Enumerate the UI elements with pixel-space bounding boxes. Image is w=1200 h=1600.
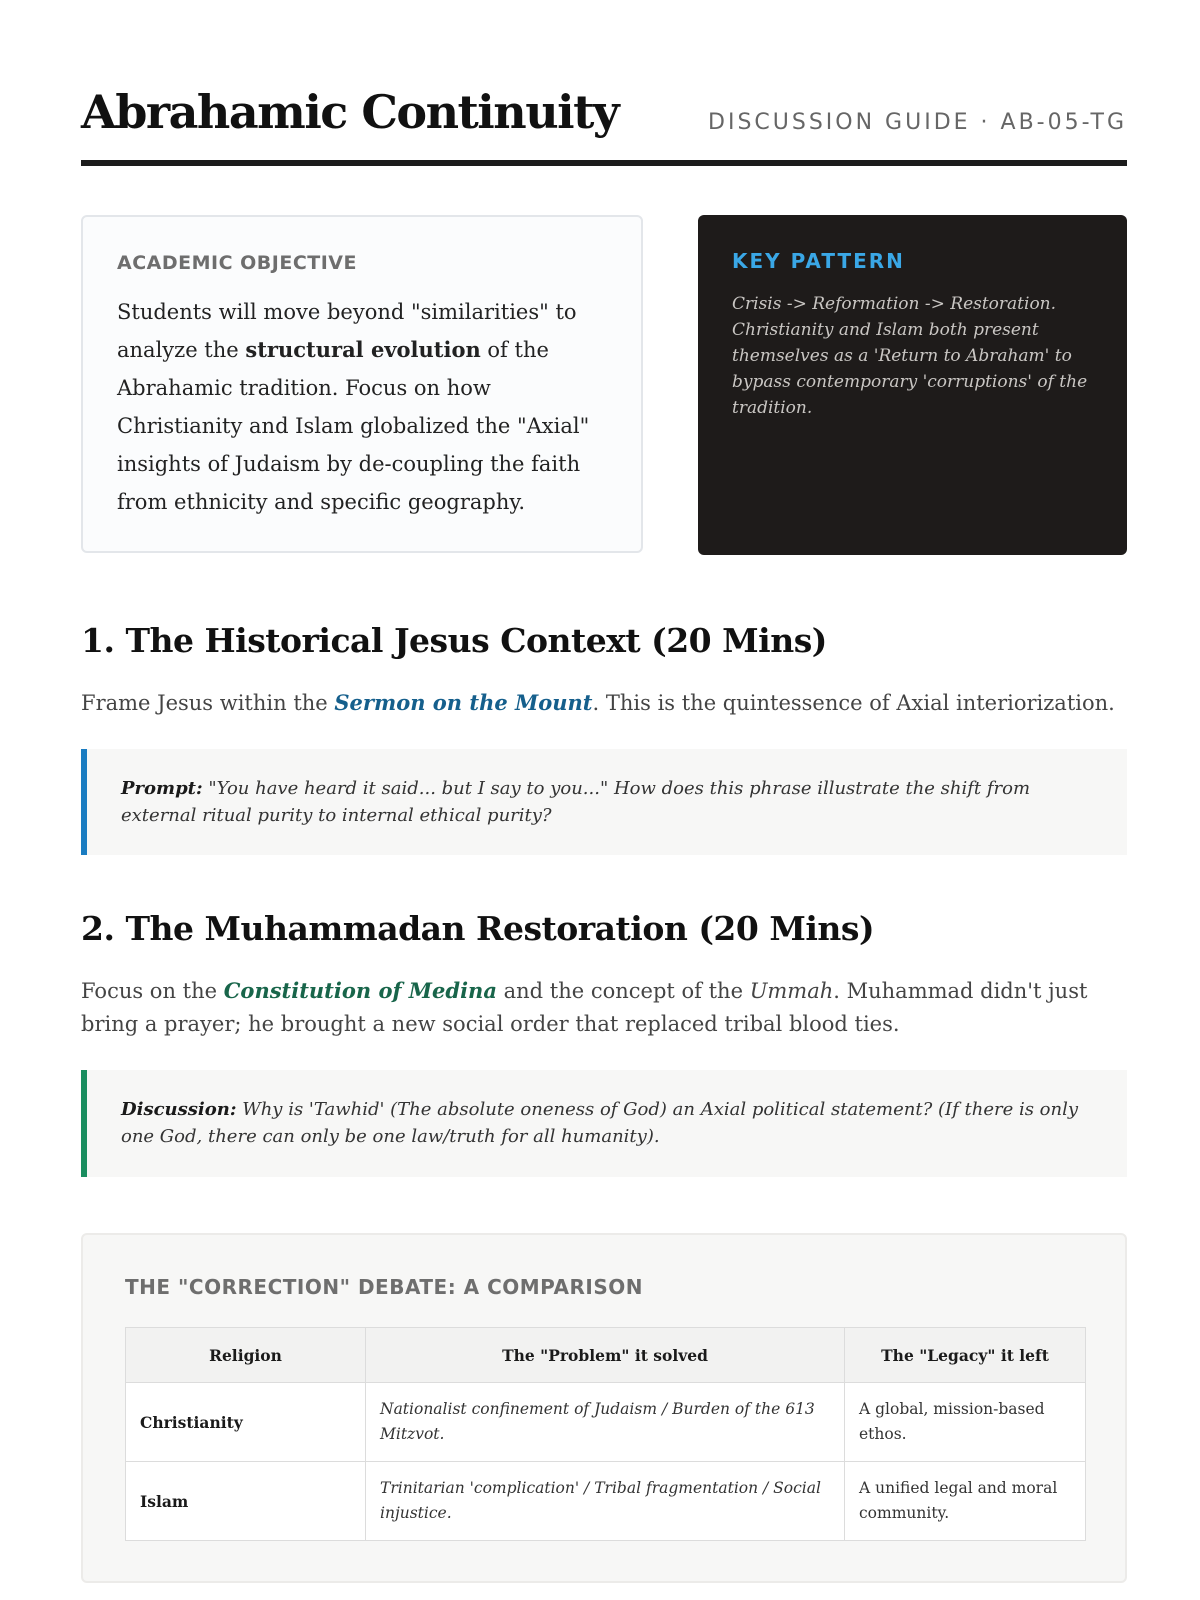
- document-code: DISCUSSION GUIDE · AB-05-TG: [708, 110, 1127, 135]
- page-title: Abrahamic Continuity: [81, 85, 619, 139]
- religion-cell: Christianity: [126, 1383, 366, 1462]
- objective-text: [117, 293, 607, 521]
- comparison-panel: [81, 1233, 1127, 1583]
- para-text: and the concept of the: [496, 979, 750, 1003]
- table-header-row: [126, 1328, 1086, 1383]
- section-1-heading: 1. The Historical Jesus Context (20 Mins): [81, 621, 827, 660]
- column-header: The "Problem" it solved: [366, 1328, 845, 1383]
- para-text: Frame Jesus within the: [81, 691, 335, 715]
- legacy-cell: A global, mission-based ethos.: [845, 1383, 1086, 1462]
- para-text: . Muhammad didn't just bring a prayer; he brought a new social order that replaced tribal blood ties.: [81, 979, 1088, 1036]
- discussion-callout: [81, 1070, 1127, 1177]
- para-text: Focus on the: [81, 979, 224, 1003]
- objective-text-part: of the Abrahamic tradition. Focus on how Christianity and Islam globalized the "Axial" insights of Judaism by de-coupling the faith from ethnicity and specific geography.: [117, 338, 590, 514]
- column-header: The "Legacy" it left: [845, 1328, 1086, 1383]
- callout-text: "You have heard it said... but I say to you..." How does this phrase illustrate the shift from external ritual purity to internal ethical purity?: [121, 778, 1031, 826]
- table-row: [126, 1462, 1086, 1541]
- key-pattern-card: [698, 215, 1127, 555]
- table-row: [126, 1383, 1086, 1462]
- section-2-heading: 2. The Muhammadan Restoration (20 Mins): [81, 909, 875, 948]
- key-pattern-text: Crisis -> Reformation -> Restoration. Christianity and Islam both present themselves as a 'Return to Abraham' to bypass contemporary 'corruptions' of the tradition.: [732, 294, 1088, 418]
- section-2-paragraph: [81, 974, 1127, 1041]
- column-header: Religion: [126, 1328, 366, 1383]
- key-pattern-label: KEY PATTERN: [732, 249, 905, 273]
- callout-text: Why is 'Tawhid' (The absolute oneness of God) an Axial political statement? (If there is only one God, there can only be one law/truth for all humanity).: [121, 1099, 1079, 1147]
- objective-label: ACADEMIC OBJECTIVE: [117, 252, 357, 274]
- page-header: [81, 82, 1127, 166]
- comparison-label: THE "CORRECTION" DEBATE: A COMPARISON: [125, 1275, 643, 1299]
- callout-label: Discussion:: [121, 1099, 237, 1120]
- legacy-cell: A unified legal and moral community.: [845, 1462, 1086, 1541]
- problem-cell: Trinitarian 'complication' / Tribal fragmentation / Social injustice.: [366, 1462, 845, 1541]
- section-1-paragraph: [81, 686, 1127, 720]
- callout-label: Prompt:: [121, 778, 203, 799]
- ummah-term: Ummah: [749, 979, 834, 1003]
- religion-cell: Islam: [126, 1462, 366, 1541]
- objective-emphasis: structural evolution: [245, 337, 481, 362]
- sermon-on-the-mount-link[interactable]: Sermon on the Mount: [334, 690, 593, 715]
- objective-text-part: Students will move beyond "similarities" to analyze the: [117, 300, 577, 362]
- prompt-callout: [81, 749, 1127, 855]
- constitution-of-medina-link[interactable]: Constitution of Medina: [223, 978, 497, 1003]
- problem-cell: Nationalist confinement of Judaism / Burden of the 613 Mitzvot.: [366, 1383, 845, 1462]
- comparison-table: [125, 1327, 1086, 1541]
- para-text: . This is the quintessence of Axial interiorization.: [592, 691, 1115, 715]
- academic-objective-card: [81, 215, 643, 553]
